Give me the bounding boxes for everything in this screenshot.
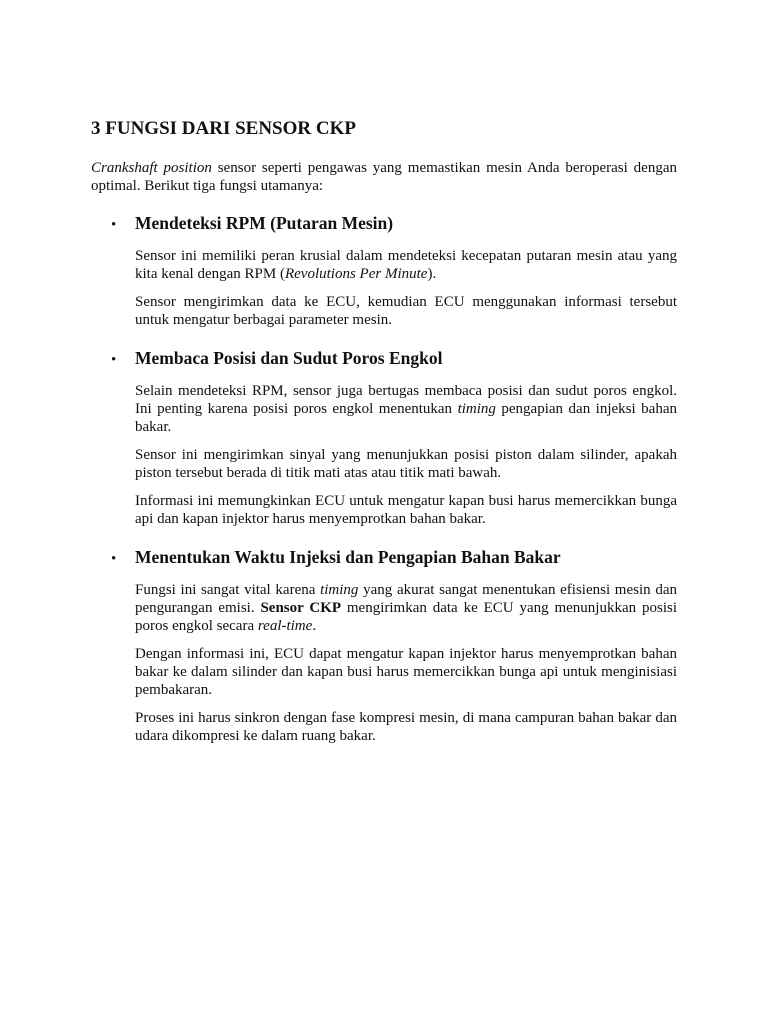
paragraph-italic: Revolutions Per Minute [284, 266, 428, 282]
intro-paragraph [91, 159, 677, 195]
paragraph: Informasi ini memungkinkan ECU untuk mengatur kapan busi harus memercikkan bunga api dan kapan injektor harus menyemprotkan bahan bakar. [135, 493, 677, 527]
paragraph-italic: timing [320, 582, 359, 598]
intro-text: sensor seperti pengawas yang memastikan mesin Anda beroperasi dengan optimal. Berikut tiga fungsi utamanya: [91, 160, 677, 194]
document-title: 3 FUNGSI DARI SENSOR CKP [91, 118, 356, 139]
section-heading-text: Mendeteksi RPM (Putaran Mesin) [135, 213, 394, 233]
section-position [91, 346, 677, 528]
paragraph-italic: timing [457, 401, 496, 417]
bullet-icon: • [111, 217, 117, 233]
paragraph-text: Sensor ini memiliki peran krusial dalam mendeteksi kecepatan putaran mesin atau yang kita kenal dengan RPM ( [135, 248, 677, 282]
paragraph-text: Fungsi ini sangat vital karena [135, 582, 321, 598]
section-heading-text: Membaca Posisi dan Sudut Poros Engkol [135, 348, 443, 368]
paragraph-text: . [312, 618, 317, 634]
paragraph [135, 382, 677, 436]
paragraph: Proses ini harus sinkron dengan fase kompresi mesin, di mana campuran bahan bakar dan udara dikompresi ke dalam ruang bakar. [135, 710, 677, 744]
paragraph-text: ). [427, 266, 437, 282]
paragraph-text: Selain mendeteksi RPM, sensor juga bertugas membaca posisi dan sudut poros engkol. Ini penting karena posisi poros engkol menentukan [135, 383, 677, 417]
bullet-icon: • [111, 551, 117, 567]
section-timing [91, 545, 677, 745]
paragraph-text: yang akurat sangat menentukan efisiensi mesin dan pengurangan emisi. [135, 582, 677, 616]
section-rpm [91, 211, 677, 329]
paragraph [135, 581, 677, 635]
section-heading [91, 346, 677, 372]
paragraph: Dengan informasi ini, ECU dapat mengatur kapan injektor harus menyemprotkan bahan bakar ke dalam silinder dan kapan busi harus memercikkan bunga api untuk menginisiasi pembakaran. [135, 646, 677, 698]
paragraph-text: mengirimkan data ke ECU yang menunjukkan posisi poros engkol secara [135, 600, 677, 634]
paragraph: Sensor mengirimkan data ke ECU, kemudian ECU menggunakan informasi tersebut untuk mengatur berbagai parameter mesin. [135, 294, 677, 328]
section-heading [91, 211, 677, 237]
paragraph-italic: real-time [257, 618, 313, 634]
intro-italic-term: Crankshaft position [91, 160, 212, 176]
section-heading [91, 545, 677, 571]
bullet-icon: • [111, 352, 117, 368]
paragraph [135, 247, 677, 283]
paragraph-text: pengapian dan injeksi bahan bakar. [135, 401, 677, 435]
section-heading-text: Menentukan Waktu Injeksi dan Pengapian Bahan Bakar [135, 547, 561, 567]
paragraph: Sensor ini mengirimkan sinyal yang menunjukkan posisi piston dalam silinder, apakah piston tersebut berada di titik mati atas atau titik mati bawah. [135, 447, 677, 481]
paragraph-bold: Sensor CKP [260, 600, 342, 616]
